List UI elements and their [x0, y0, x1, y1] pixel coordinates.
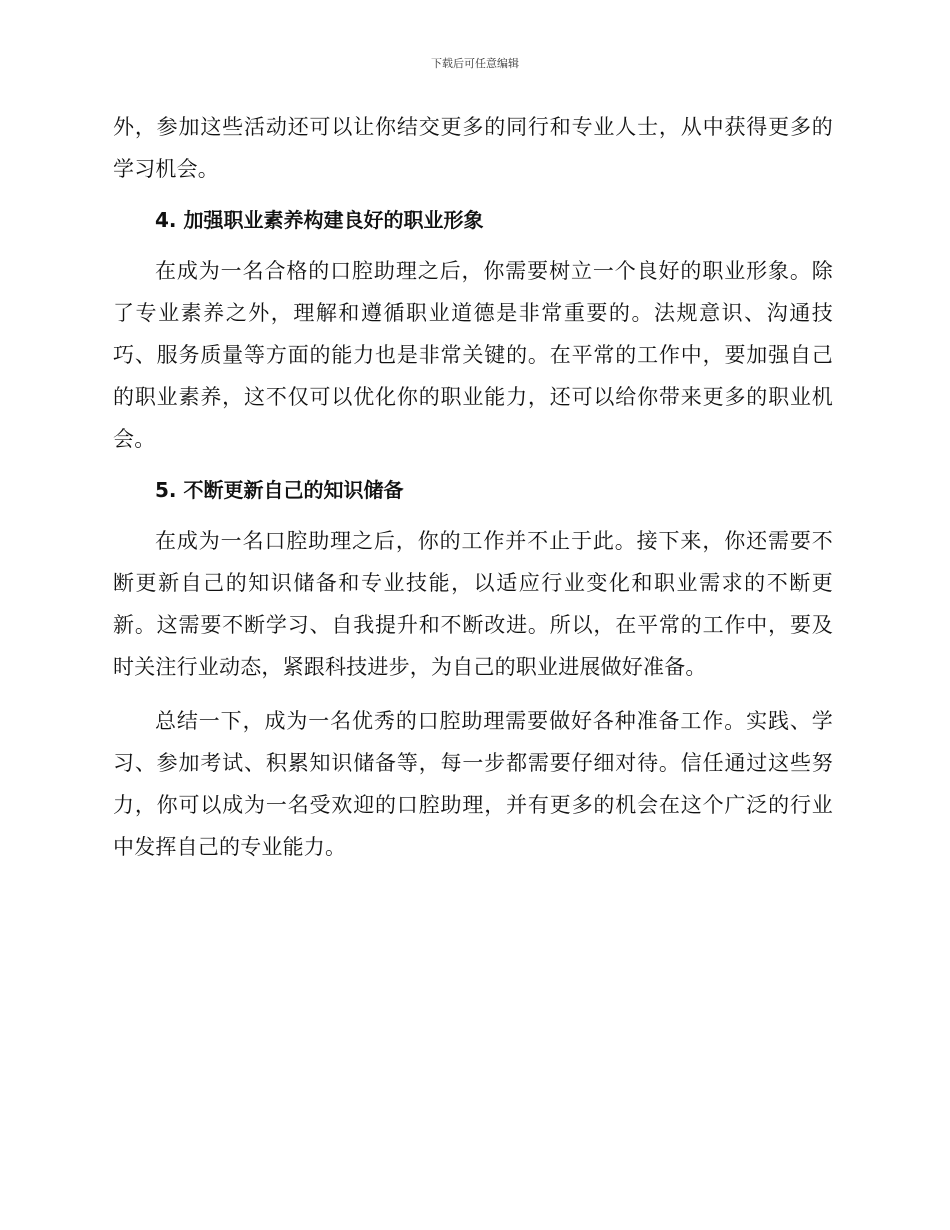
section-4-heading: 4. 加强职业素养构建良好的职业形象 — [155, 208, 484, 232]
section-5-paragraph: 在成为一名口腔助理之后，你的工作并不止于此。接下来，你还需要不断更新自己的知识储备和专业技能，以适应行业变化和职业需求的不断更新。这需要不断学习、自我提升和不断改进。所以，在平常的工作中，要及时关注行业动态，紧跟科技进步，为自己的职业进展做好准备。 — [113, 529, 833, 679]
section-5-heading: 5. 不断更新自己的知识储备 — [155, 478, 404, 502]
document-body — [113, 106, 833, 868]
section-4-paragraph: 在成为一名合格的口腔助理之后，你需要树立一个良好的职业形象。除了专业素养之外，理解和遵循职业道德是非常重要的。法规意识、沟通技巧、服务质量等方面的能力也是非常关键的。在平常的工作中，要加强自己的职业素养，这不仅可以优化你的职业能力，还可以给你带来更多的职业机会。 — [113, 259, 833, 451]
summary-paragraph: 总结一下，成为一名优秀的口腔助理需要做好各种准备工作。实践、学习、参加考试、积累知识储备等，每一步都需要仔细对待。信任通过这些努力，你可以成为一名受欢迎的口腔助理，并有更多的机会在这个广泛的行业中发挥自己的专业能力。 — [113, 709, 833, 859]
intro-paragraph: 外，参加这些活动还可以让你结交更多的同行和专业人士，从中获得更多的学习机会。 — [113, 115, 833, 181]
paragraph-gap — [113, 688, 833, 700]
page-header-note: 下载后可任意编辑 — [431, 57, 519, 70]
